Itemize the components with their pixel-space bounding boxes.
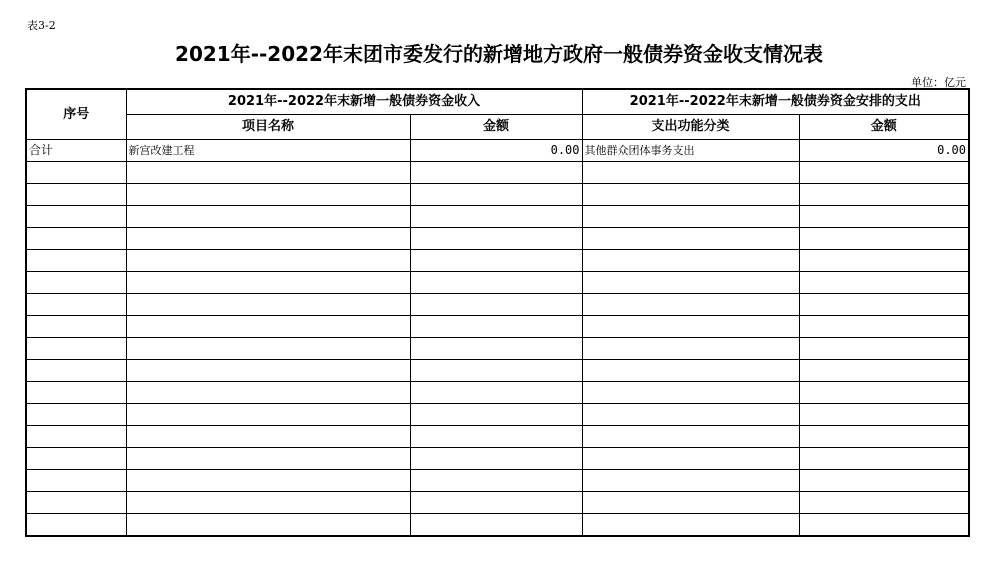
empty-cell: [410, 162, 582, 184]
empty-table-row: [26, 294, 969, 316]
empty-cell: [410, 514, 582, 537]
empty-cell: [126, 382, 410, 404]
empty-table-row: [26, 206, 969, 228]
empty-cell: [582, 206, 799, 228]
empty-cell: [410, 250, 582, 272]
empty-table-row: [26, 360, 969, 382]
empty-cell: [126, 360, 410, 382]
empty-cell: [410, 228, 582, 250]
empty-cell: [799, 316, 969, 338]
empty-cell: [26, 514, 126, 537]
empty-cell: [26, 382, 126, 404]
empty-cell: [26, 470, 126, 492]
page-title: 2021年--2022年末团市委发行的新增地方政府一般债券资金收支情况表: [175, 42, 823, 66]
empty-cell: [582, 294, 799, 316]
empty-cell: [582, 360, 799, 382]
empty-cell: [410, 492, 582, 514]
empty-cell: [410, 404, 582, 426]
empty-cell: [799, 250, 969, 272]
empty-cell: [26, 272, 126, 294]
empty-table-row: [26, 316, 969, 338]
empty-cell: [126, 272, 410, 294]
header-income-amount: 金额: [410, 115, 582, 140]
empty-cell: [410, 294, 582, 316]
empty-table-row: [26, 470, 969, 492]
header-project-name: 项目名称: [126, 115, 410, 140]
empty-cell: [126, 470, 410, 492]
empty-cell: [799, 404, 969, 426]
empty-cell: [126, 514, 410, 537]
empty-cell: [26, 184, 126, 206]
empty-table-row: [26, 272, 969, 294]
empty-cell: [126, 294, 410, 316]
empty-cell: [582, 250, 799, 272]
empty-cell: [799, 294, 969, 316]
header-expense-group: 2021年--2022年末新增一般债券资金安排的支出: [582, 89, 969, 115]
header-seq: 序号: [26, 89, 126, 140]
empty-cell: [799, 272, 969, 294]
table-number: 表3-2: [27, 19, 56, 32]
empty-cell: [582, 426, 799, 448]
empty-cell: [582, 514, 799, 537]
empty-cell: [799, 228, 969, 250]
empty-cell: [799, 184, 969, 206]
header-expense-amount: 金额: [799, 115, 969, 140]
empty-table-row: [26, 448, 969, 470]
empty-cell: [26, 206, 126, 228]
empty-cell: [410, 470, 582, 492]
empty-table-row: [26, 492, 969, 514]
empty-cell: [799, 338, 969, 360]
empty-cell: [126, 228, 410, 250]
empty-cell: [799, 448, 969, 470]
empty-cell: [582, 316, 799, 338]
empty-cell: [799, 470, 969, 492]
header-row-group: [26, 89, 969, 115]
empty-cell: [410, 272, 582, 294]
empty-cell: [582, 338, 799, 360]
empty-cell: [582, 448, 799, 470]
table-body: [26, 140, 969, 537]
empty-cell: [582, 272, 799, 294]
empty-cell: [26, 404, 126, 426]
empty-cell: [126, 338, 410, 360]
empty-cell: [799, 514, 969, 537]
empty-cell: [799, 360, 969, 382]
empty-table-row: [26, 250, 969, 272]
header-income-group: 2021年--2022年末新增一般债券资金收入: [126, 89, 582, 115]
empty-cell: [410, 426, 582, 448]
empty-cell: [410, 184, 582, 206]
empty-table-row: [26, 228, 969, 250]
empty-cell: [799, 382, 969, 404]
row-expense-amount: 0.00: [799, 140, 969, 162]
empty-cell: [26, 338, 126, 360]
empty-cell: [126, 492, 410, 514]
budget-table: [25, 88, 970, 537]
empty-cell: [410, 338, 582, 360]
empty-cell: [799, 162, 969, 184]
empty-table-row: [26, 426, 969, 448]
unit-label: 单位：亿元: [911, 76, 966, 89]
header-function-class: 支出功能分类: [582, 115, 799, 140]
empty-table-row: [26, 514, 969, 537]
empty-cell: [26, 316, 126, 338]
empty-cell: [582, 404, 799, 426]
header-row-columns: [26, 115, 969, 140]
empty-cell: [26, 448, 126, 470]
empty-cell: [582, 470, 799, 492]
empty-cell: [126, 448, 410, 470]
empty-cell: [126, 184, 410, 206]
empty-cell: [126, 316, 410, 338]
empty-cell: [582, 184, 799, 206]
row-seq: 合计: [26, 140, 126, 162]
empty-cell: [799, 206, 969, 228]
empty-cell: [26, 250, 126, 272]
empty-cell: [26, 360, 126, 382]
empty-cell: [26, 294, 126, 316]
empty-cell: [410, 206, 582, 228]
empty-table-row: [26, 184, 969, 206]
empty-cell: [582, 492, 799, 514]
empty-cell: [582, 162, 799, 184]
empty-table-row: [26, 382, 969, 404]
empty-cell: [126, 250, 410, 272]
empty-cell: [410, 448, 582, 470]
row-function-class: 其他群众团体事务支出: [582, 140, 799, 162]
empty-cell: [26, 162, 126, 184]
empty-cell: [126, 426, 410, 448]
empty-cell: [410, 316, 582, 338]
empty-cell: [410, 382, 582, 404]
empty-table-row: [26, 338, 969, 360]
row-income-amount: 0.00: [410, 140, 582, 162]
empty-cell: [126, 404, 410, 426]
table-row: [26, 140, 969, 162]
empty-table-row: [26, 404, 969, 426]
empty-cell: [410, 360, 582, 382]
empty-cell: [126, 162, 410, 184]
empty-cell: [799, 426, 969, 448]
empty-table-row: [26, 162, 969, 184]
empty-cell: [799, 492, 969, 514]
empty-cell: [26, 492, 126, 514]
empty-cell: [126, 206, 410, 228]
empty-cell: [26, 426, 126, 448]
empty-cell: [582, 382, 799, 404]
empty-cell: [582, 228, 799, 250]
empty-cell: [26, 228, 126, 250]
row-project-name: 新宫改建工程: [126, 140, 410, 162]
